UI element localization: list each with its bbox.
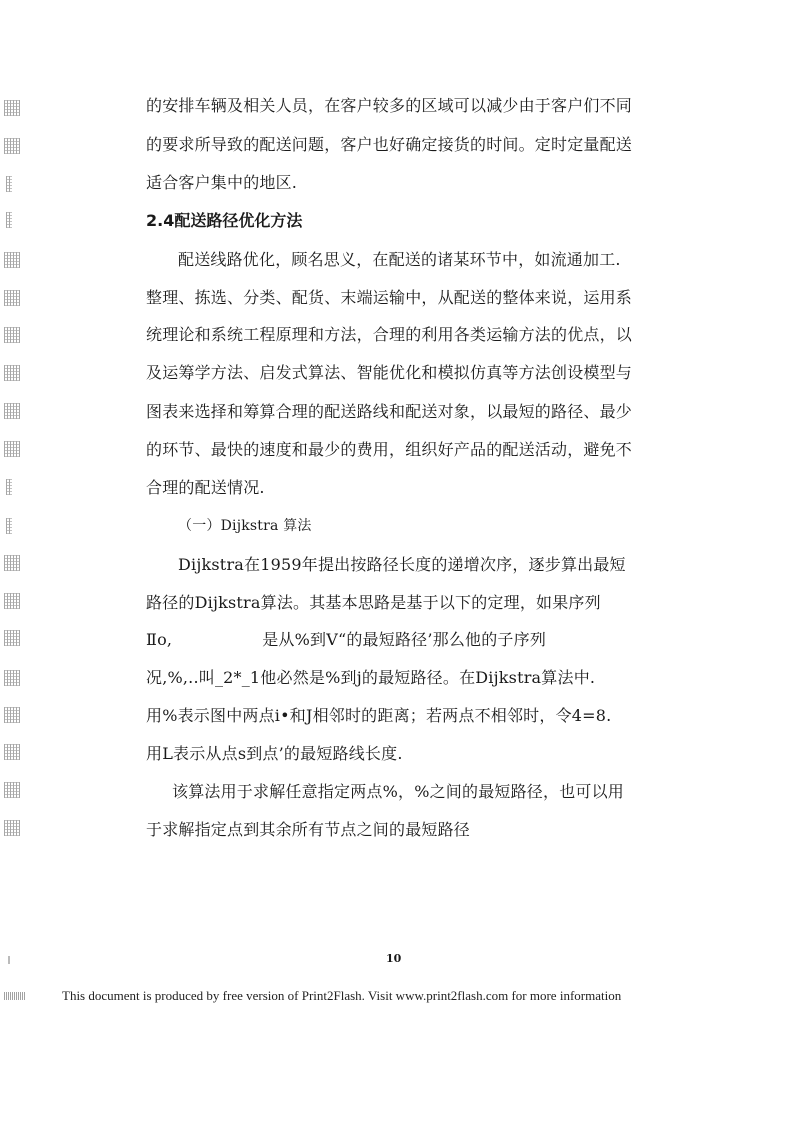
margin-artifact [4, 820, 20, 836]
paragraph-line: 该算法用于求解任意指定两点%，%之间的最短路径，也可以用 [172, 782, 625, 801]
section-heading: 2.4配送路径优化方法 [146, 211, 303, 230]
paragraph-line: 统理论和系统工程原理和方法，合理的利用各类运输方法的优点，以 [146, 325, 633, 344]
margin-artifact [8, 956, 10, 964]
paragraph-line [146, 630, 546, 650]
paragraph-line: 图表来选择和筹算合理的配送路线和配送对象，以最短的路径、最少 [146, 402, 633, 421]
paragraph-line: 配送线路优化，顾名思义，在配送的诸某环节中，如流通加工. [178, 250, 621, 269]
margin-artifact [4, 555, 20, 571]
margin-artifact [6, 518, 12, 534]
paragraph-line: 合理的配送情况. [146, 478, 265, 497]
paragraph-line: 及运筹学方法、启发式算法、智能优化和模拟仿真等方法创设模型与 [146, 363, 633, 382]
paragraph-line: 的要求所导致的配送问题，客户也好确定接货的时间。定时定量配送 [146, 135, 633, 154]
paragraph-line: 路径的Dijkstra算法。其基本思路是基于以下的定理，如果序列 [146, 593, 601, 612]
margin-artifact [4, 403, 20, 419]
paragraph-line: 于求解指定点到其余所有节点之间的最短路径 [146, 820, 471, 839]
paragraph-line: 用%表示图中两点i•和J相邻时的距离；若两点不相邻时，令4=8. [146, 706, 612, 725]
margin-artifact [4, 593, 20, 609]
page-number: 10 [386, 952, 402, 965]
margin-artifact [4, 138, 20, 154]
sequence-symbol: Ⅱo, [146, 630, 173, 649]
margin-artifact [4, 100, 20, 116]
paragraph-line: 的安排车辆及相关人员，在客户较多的区域可以减少由于客户们不同 [146, 96, 633, 115]
footer-notice: This document is produced by free version of Print2Flash. Visit www.print2flash.com for more information [62, 988, 622, 1003]
margin-artifact [6, 479, 12, 495]
margin-artifact [4, 744, 20, 760]
margin-artifact [4, 441, 20, 457]
margin-artifact [6, 176, 12, 192]
subsection-heading: （一）Dijkstra 算法 [178, 518, 312, 534]
margin-artifact [4, 327, 20, 343]
margin-artifact [4, 252, 20, 268]
paragraph-line-text: 是从%到V“的最短路径’那么他的子序列 [262, 630, 547, 649]
paragraph-line: 况,%,..叫_2*_1他必然是%到j的最短路径。在Dijkstra算法中. [146, 668, 596, 687]
margin-artifact [4, 782, 20, 798]
margin-artifact [4, 670, 20, 686]
margin-artifact [6, 212, 12, 228]
margin-artifact [4, 290, 20, 306]
paragraph-line: 用L表示从点s到点’的最短路线长度. [146, 744, 403, 763]
paragraph-line: Dijkstra在1959年提出按路径长度的递增次序，逐步算出最短 [178, 555, 626, 574]
paragraph-line: 适合客户集中的地区. [146, 173, 298, 192]
paragraph-line: 整理、拣选、分类、配货、末端运输中，从配送的整体来说，运用系 [146, 288, 633, 307]
paragraph-line: 的环节、最快的速度和最少的费用，组织好产品的配送活动，避免不 [146, 440, 633, 459]
margin-artifact [4, 365, 20, 381]
margin-artifact [4, 707, 20, 723]
footer-logo-icon [4, 992, 26, 1000]
margin-artifact [4, 630, 20, 646]
